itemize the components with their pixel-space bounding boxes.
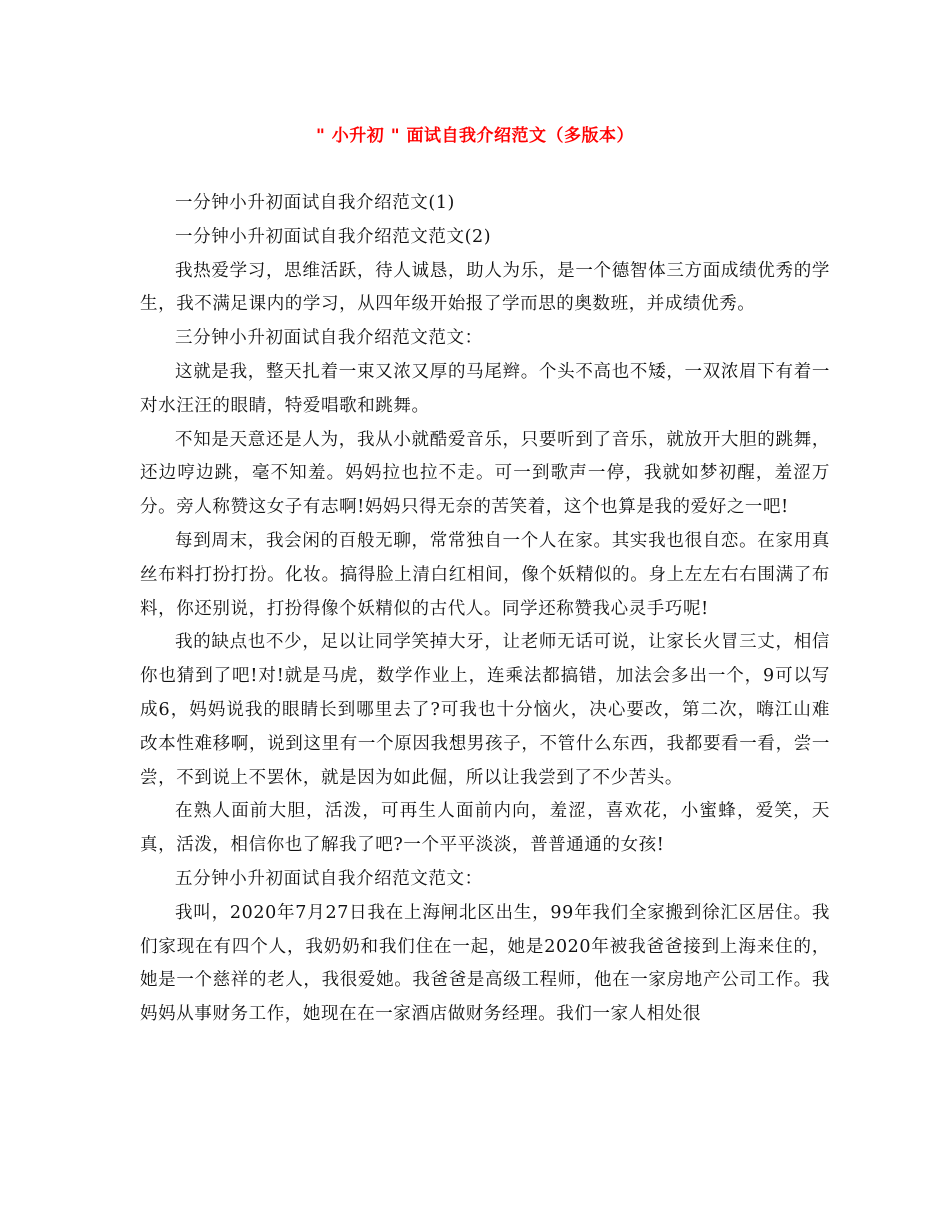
paragraph-11: 我叫，2020年7月27日我在上海闸北区出生，99年我们全家搬到徐汇区居住。我们家现在有四个人，我奶奶和我们住在一起，她是2020年被我爸爸接到上海来住的，她是一个慈祥的老人，我很爱她。我爸爸是高级工程师，他在一家房地产公司工作。我妈妈从事财务工作，她现在在一家酒店做财务经理。我们一家人相处很 — [140, 902, 830, 1025]
document-title: " 小升初 " 面试自我介绍范文（多版本） — [316, 126, 634, 146]
paragraph-9: 在熟人面前大胆，活泼，可再生人面前内向，羞涩，喜欢花，小蜜蜂，爱笑，天真，活泼，相信你也了解我了吧?一个平平淡淡，普普通通的女孩! — [140, 801, 830, 856]
document-body — [140, 187, 830, 1032]
paragraph-10: 五分钟小升初面试自我介绍范文范文： — [175, 868, 483, 889]
paragraph-7: 每到周末，我会闲的百般无聊，常常独自一个人在家。其实我也很自恋。在家用真丝布料打扮打扮。化妆。搞得脸上清白红相间，像个妖精似的。身上左左右右围满了布料，你还别说，打扮得像个妖精似的古代人。同学还称赞我心灵手巧呢! — [140, 530, 830, 619]
paragraph-6: 不知是天意还是人为，我从小就酷爱音乐，只要听到了音乐，就放开大胆的跳舞，还边哼边跳，毫不知羞。妈妈拉也拉不走。可一到歌声一停，我就如梦初醒，羞涩万分。旁人称赞这女子有志啊!妈妈只得无奈的苦笑着，这个也算是我的爱好之一吧! — [140, 429, 830, 518]
paragraph-8: 我的缺点也不少，足以让同学笑掉大牙，让老师无话可说，让家长火冒三丈，相信你也猜到了吧!对!就是马虎，数学作业上，连乘法都搞错，加法会多出一个，9可以写成6，妈妈说我的眼睛长到哪里去了?可我也十分恼火，决心要改，第二次，嗨江山难改本性难移啊，说到这里有一个原因我想男孩子，不管什么东西，我都要看一看，尝一尝，不到说上不罢休，就是因为如此倔，所以让我尝到了不少苦头。 — [140, 632, 830, 788]
paragraph-1: 一分钟小升初面试自我介绍范文(1) — [175, 193, 455, 213]
paragraph-3: 我热爱学习，思维活跃，待人诚恳，助人为乐，是一个德智体三方面成绩优秀的学生，我不满足课内的学习，从四年级开始报了学而思的奥数班，并成绩优秀。 — [140, 260, 830, 315]
paragraph-4: 三分钟小升初面试自我介绍范文范文： — [175, 328, 483, 349]
paragraph-2: 一分钟小升初面试自我介绍范文范文(2) — [175, 226, 492, 247]
paragraph-5: 这就是我，整天扎着一束又浓又厚的马尾辫。个头不高也不矮，一双浓眉下有着一对水汪汪的眼睛，特爱唱歌和跳舞。 — [140, 361, 830, 416]
